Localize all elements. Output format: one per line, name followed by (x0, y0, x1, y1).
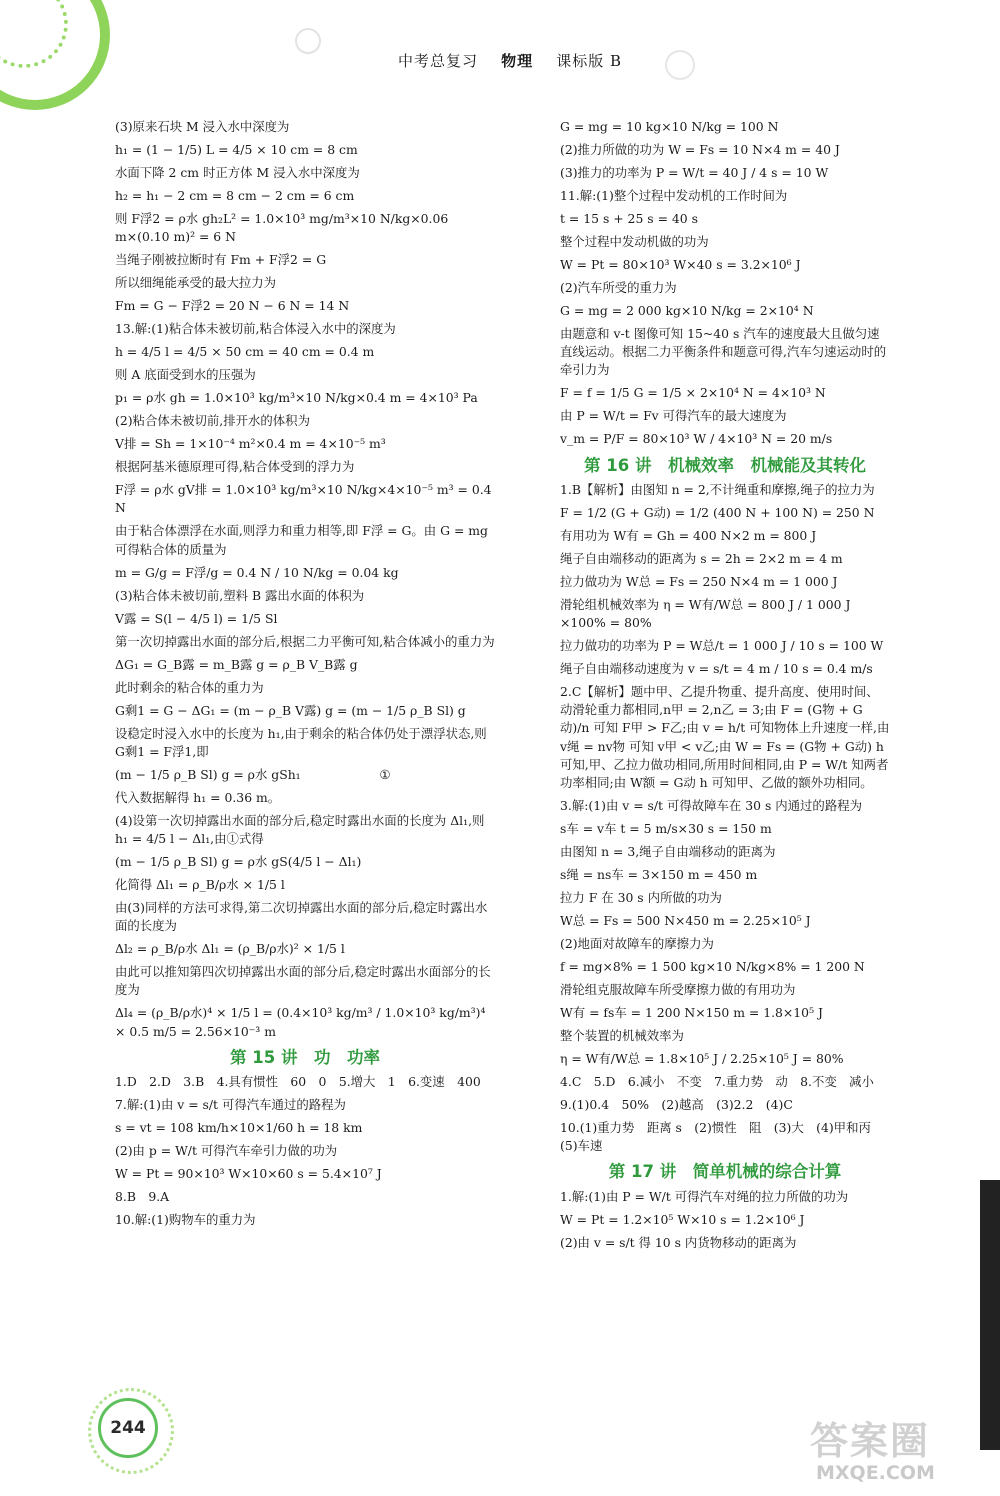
text-line: 由图知 n = 3,绳子自由端移动的距离为 (560, 844, 776, 860)
section-heading-17: 第 17 讲 简单机械的综合计算 (608, 1162, 842, 1182)
equation-line: v_m = P/F = 80×10³ W / 4×10³ N = 20 m/s (560, 431, 833, 447)
equation-line: s车 = v车 t = 5 m/s×30 s = 150 m (560, 821, 772, 837)
equation-line: (3)推力的功率为 P = W/t = 40 J / 4 s = 10 W (560, 165, 829, 180)
text-line: (3)原来石块 M 浸入水中深度为 (115, 119, 290, 134)
text-line: (2)粘合体未被切前,排开水的体积为 (115, 413, 310, 429)
equation-line: h = 4/5 l = 4/5 × 50 cm = 40 cm = 0.4 m (115, 344, 375, 360)
equation-line: 拉力做功的功率为 P = W总/t = 1 000 J / 10 s = 100 W (560, 638, 884, 654)
text-line: 整个过程中发动机做的功为 (560, 234, 709, 249)
watermark-url: MXQE.COM (816, 1462, 935, 1484)
text-line: 由于粘合体漂浮在水面,则浮力和重力相等,即 F浮 = G。由 G = mg 可得粘合体的质量为 (115, 523, 492, 557)
equation-line: f = mg×8% = 1 500 kg×10 N/kg×8% = 1 200 N (560, 959, 865, 975)
right-column (560, 118, 894, 1257)
equation-line: W有 = fs车 = 1 200 N×150 m = 1.8×10⁵ J (560, 1005, 823, 1021)
answer-line: 10.(1)重力势 距离 s (2)惯性 阻 (3)大 (4)甲和丙 (5)车速 (560, 1120, 884, 1154)
equation-line: Δl₄ = (ρ_B/ρ水)⁴ × 1/5 l = (0.4×10³ kg/m³ / 1.0×10³ kg/m³)⁴ × 0.5 m/5 = 2.56×10⁻³ m (115, 1005, 490, 1039)
text-line: (2)地面对故障车的摩擦力为 (560, 936, 714, 952)
section-heading-16: 第 16 讲 机械效率 机械能及其转化 (584, 455, 866, 475)
watermark-logo: 答案圈 (810, 1419, 931, 1463)
answer-line: 1.D 2.D 3.B 4.具有惯性 60 0 5.增大 1 6.变速 400 (115, 1074, 481, 1090)
equation-line: 有用功为 W有 = Gh = 400 N×2 m = 800 J (560, 527, 817, 543)
question-start: 11.解:(1)整个过程中发动机的工作时间为 (560, 188, 788, 203)
question-start: 7.解:(1)由 v = s/t 可得汽车通过的路程为 (115, 1097, 346, 1113)
text-line: 当绳子刚被拉断时有 Fm + F浮2 = G (115, 252, 327, 268)
text-line: (2)推力所做的功为 W = Fs = 10 N×4 m = 40 J (560, 142, 840, 157)
equation-line: 滑轮组机械效率为 η = W有/W总 = 800 J / 1 000 J ×100% = 80% (560, 596, 855, 631)
equation-line: 绳子自由端移动的距离为 s = 2h = 2×2 m = 4 m (560, 550, 843, 566)
equation-line: V露 = S(l − 4/5 l) = 1/5 Sl (115, 610, 278, 626)
left-column (115, 118, 495, 1234)
text-line: 所以细绳能承受的最大拉力为 (115, 275, 277, 291)
text-line: (3)粘合体未被切前,塑料 B 露出水面的体积为 (115, 587, 365, 603)
equation-line: h₂ = h₁ − 2 cm = 8 cm − 2 cm = 6 cm (115, 188, 355, 203)
text-line: 滑轮组克服故障车所受摩擦力做的有用功为 (560, 982, 796, 998)
subject-label: 物理 (501, 52, 534, 70)
equation-line: F浮 = ρ水 gV排 = 1.0×10³ kg/m³×10 N/kg×4×10⁻⁵ m³ = 0.4 N (115, 482, 496, 516)
equation-line: W总 = Fs = 500 N×450 m = 2.25×10⁵ J (560, 913, 811, 929)
text-line: 整个装置的机械效率为 (560, 1028, 684, 1044)
equation-line: V排 = Sh = 1×10⁻⁴ m²×0.4 m = 4×10⁻⁵ m³ (115, 436, 386, 452)
text-line: 根据阿基米德原理可得,粘合体受到的浮力为 (115, 459, 355, 475)
text-line: 由(3)同样的方法可求得,第二次切掉露出水面的部分后,稳定时露出水面的长度为 (115, 900, 488, 934)
equation-line: s = vt = 108 km/h×10×1/60 h = 18 km (115, 1120, 363, 1136)
equation-line: 拉力做功为 W总 = Fs = 250 N×4 m = 1 000 J (560, 573, 838, 589)
book-title: 中考总复习 (398, 52, 479, 70)
page-number: 244 (98, 1398, 158, 1458)
answer-line: 9.(1)0.4 50% (2)越高 (3)2.2 (4)C (560, 1097, 793, 1113)
equation-line: W = Pt = 90×10³ W×10×60 s = 5.4×10⁷ J (115, 1166, 382, 1182)
text-line: (2)汽车所受的重力为 (560, 280, 677, 295)
question-start: 3.解:(1)由 v = s/t 可得故障车在 30 s 内通过的路程为 (560, 798, 862, 814)
equation-line: (m − 1/5 ρ_B Sl) g = ρ水 gS(4/5 l − Δl₁) (115, 854, 362, 870)
equation-line: F = f = 1/5 G = 1/5 × 2×10⁴ N = 4×10³ N (560, 385, 826, 401)
equation-line: m = G/g = F浮/g = 0.4 N / 10 N/kg = 0.04 kg (115, 564, 399, 580)
equation-line: F = 1/2 (G + G动) = 1/2 (400 N + 100 N) = 250 N (560, 504, 875, 520)
running-header (398, 50, 622, 71)
faint-circle-decoration (295, 28, 321, 54)
question-start: 1.解:(1)由 P = W/t 可得汽车对绳的拉力所做的功为 (560, 1188, 849, 1204)
equation-line: η = W有/W总 = 1.8×10⁵ J / 2.25×10⁵ J = 80% (560, 1051, 844, 1067)
equation-line: G = mg = 10 kg×10 N/kg = 100 N (560, 119, 779, 134)
text-line: 第一次切掉露出水面的部分后,根据二力平衡可知,粘合体减小的重力为 (115, 633, 495, 649)
equation-line: 化简得 Δl₁ = ρ_B/ρ水 × 1/5 l (115, 877, 285, 893)
equation-line: W = Pt = 80×10³ W×40 s = 3.2×10⁶ J (560, 257, 801, 272)
equation-line: Δl₂ = ρ_B/ρ水 Δl₁ = (ρ_B/ρ水)² × 1/5 l (115, 941, 345, 957)
text-line: 此时剩余的粘合体的重力为 (115, 679, 264, 695)
equation-line: W = Pt = 1.2×10⁵ W×10 s = 1.2×10⁶ J (560, 1211, 805, 1227)
question-start: 10.解:(1)购物车的重力为 (115, 1212, 256, 1228)
text-line: 拉力 F 在 30 s 内所做的功为 (560, 890, 722, 906)
equation-line: s绳 = ns车 = 3×150 m = 450 m (560, 867, 758, 883)
question-start: 1.B【解析】由图知 n = 2,不计绳重和摩擦,绳子的拉力为 (560, 481, 875, 497)
text-line: (2)由 v = s/t 得 10 s 内货物移动的距离为 (560, 1234, 797, 1250)
text-line: (4)设第一次切掉露出水面的部分后,稳定时露出水面的长度为 Δl₁,则 h₁ = 4/5 l − Δl₁,由①式得 (115, 812, 489, 847)
equation-line: h₁ = (1 − 1/5) L = 4/5 × 10 cm = 8 cm (115, 142, 358, 157)
equation-line: Fm = G − F浮2 = 20 N − 6 N = 14 N (115, 298, 350, 314)
equation-line: 则 F浮2 = ρ水 gh₂L² = 1.0×10³ mg/m³×10 N/kg×0.06 m×(0.10 m)² = 6 N (115, 211, 453, 245)
equation-line: p₁ = ρ水 gh = 1.0×10³ kg/m³×10 N/kg×0.4 m = 4×10³ Pa (115, 390, 478, 406)
equation-line: G剩1 = G − ΔG₁ = (m − ρ_B V露) g = (m − 1/5 ρ_B Sl) g (115, 702, 466, 718)
equation-line: (m − 1/5 ρ_B Sl) g = ρ水 gSh₁ ① (115, 766, 391, 782)
equation-line: G = mg = 2 000 kg×10 N/kg = 2×10⁴ N (560, 303, 814, 318)
question-start: 2.C【解析】题中甲、乙提升物重、提升高度、使用时间、动滑轮重力都相同,n甲 = 2,n乙 = 3;由 F = (G物 + G动)/n 可知 F甲 > F乙;由 v = h/t 可知物体上升速度一样,由 v绳 = nv物 可知 v甲 < v乙;由 W = Fs = (G物 + G动) h 可知,甲、乙拉力做功相同,所用时间相同,由 P = W/t 知两者功率相同;由 W额 = G动 h 可知甲、乙做的额外功相同。 (560, 684, 894, 791)
answer-line: 4.C 5.D 6.减小 不变 7.重力势 动 8.不变 减小 (560, 1074, 874, 1090)
text-line: (2)由 p = W/t 可得汽车牵引力做的功为 (115, 1143, 338, 1159)
section-heading-15: 第 15 讲 功 功率 (230, 1047, 380, 1067)
equation-line: 绳子自由端移动速度为 v = s/t = 4 m / 10 s = 0.4 m/s (560, 661, 873, 677)
text-line: 由题意和 v-t 图像可知 15~40 s 汽车的速度最大且做匀速直线运动。根据二力平衡条件和题意可得,汽车匀速运动时的牵引力为 (560, 326, 887, 378)
page-edge-tab (980, 1180, 1000, 1450)
text-line: 代入数据解得 h₁ = 0.36 m。 (115, 789, 281, 805)
text-line: 由此可以推知第四次切掉露出水面的部分后,稳定时露出水面部分的长度为 (115, 964, 491, 998)
text-line: 则 A 底面受到水的压强为 (115, 367, 256, 383)
question-start: 13.解:(1)粘合体未被切前,粘合体浸入水中的深度为 (115, 321, 396, 337)
text-line: 由 P = W/t = Fv 可得汽车的最大速度为 (560, 408, 787, 424)
edition-label: 课标版 B (556, 52, 622, 70)
text-line: 设稳定时浸入水中的长度为 h₁,由于剩余的粘合体仍处于漂浮状态,则 G剩1 = F浮1,即 (115, 725, 491, 759)
equation-line: t = 15 s + 25 s = 40 s (560, 211, 698, 226)
faint-circle-decoration (665, 50, 695, 80)
text-line: 水面下降 2 cm 时正方体 M 浸入水中深度为 (115, 165, 360, 180)
answer-line: 8.B 9.A (115, 1189, 170, 1205)
equation-line: ΔG₁ = G_B露 = m_B露 g = ρ_B V_B露 g (115, 656, 358, 672)
